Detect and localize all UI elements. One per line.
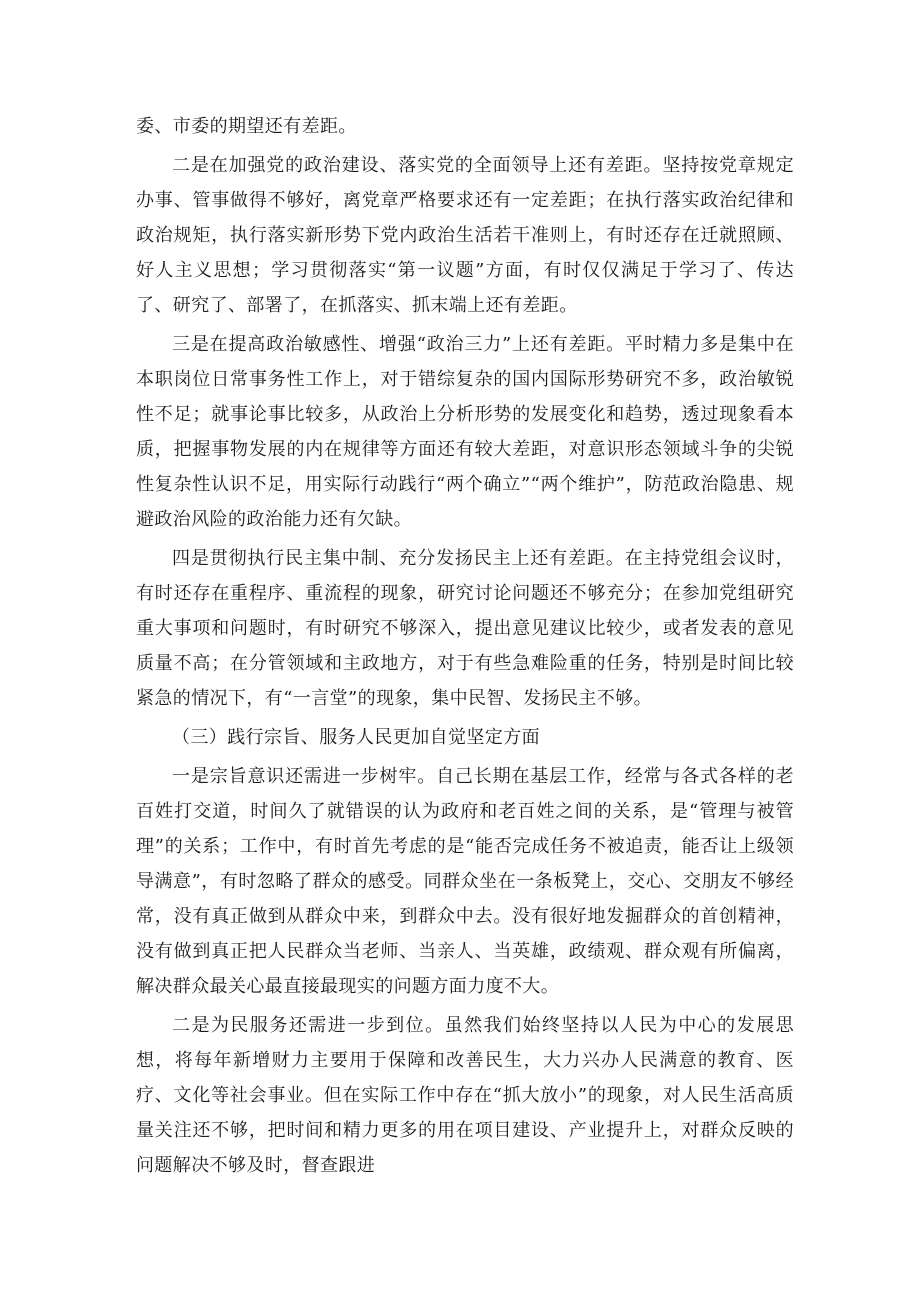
paragraph-serve-people: 二是为民服务还需进一步到位。虽然我们始终坚持以人民为中心的发展思想，将每年新增财力主要用于保障和改善民生，大力兴办人民满意的教育、医疗、文化等社会事业。但在实际工作中存在“抓大放小”的现象，对人民生活高质量关注还不够，把时间和精力更多的用在项目建设、产业提升上，对群众反映的问题解决不够及时，督查跟进 (136, 1015, 794, 1176)
paragraph-political-sensitivity: 三是在提高政治敏感性、增强“政治三力”上还有差距。平时精力多是集中在本职岗位日常事务性工作上，对于错综复杂的国内国际形势研究不多，政治敏锐性不足；就事论事比较多，从政治上分析形势的发展变化和趋势，透过现象看本质，把握事物发展的内在规律等方面还有较大差距，对意识形态领域斗争的尖锐性复杂性认识不足，用实际行动践行“两个确立”“两个维护”，防范政治隐患、规避政治风险的政治能力还有欠缺。 (136, 334, 794, 530)
section-heading-serve-people: （三）践行宗旨、服务人民更加自觉坚定方面 (172, 727, 540, 748)
paragraph-political-construction: 二是在加强党的政治建设、落实党的全面领导上还有差距。坚持按党章规定办事、管事做得不够好，离党章严格要求还有一定差距；在执行落实政治纪律和政治规矩，执行落实新形势下党内政治生活若干准则上，有时还存在迁就照顾、好人主义思想；学习贯彻落实“第一议题”方面，有时仅仅满足于学习了、传达了、研究了、部署了，在抓落实、抓末端上还有差距。 (136, 155, 794, 316)
paragraph-democratic-centralism: 四是贯彻执行民主集中制、充分发扬民主上还有差距。在主持党组会议时，有时还存在重程序、重流程的现象，研究讨论问题还不够充分；在参加党组研究重大事项和问题时，有时研究不够深入，提出意见建议比较少，或者发表的意见质量不高；在分管领域和主政地方，对于有些急难险重的任务，特别是时间比较紧急的情况下，有“一言堂”的现象，集中民智、发扬民主不够。 (136, 548, 794, 709)
paragraph-continuation: 委、市委的期望还有差距。 (136, 116, 357, 137)
document-body (136, 109, 794, 1187)
paragraph-purpose-awareness: 一是宗旨意识还需进一步树牢。自己长期在基层工作，经常与各式各样的老百姓打交道，时间久了就错误的认为政府和老百姓之间的关系，是“管理与被管理”的关系；工作中，有时首先考虑的是“能否完成任务不被追责，能否让上级领导满意”，有时忽略了群众的感受。同群众坐在一条板凳上，交心、交朋友不够经常，没有真正做到从群众中来，到群众中去。没有很好地发掘群众的首创精神，没有做到真正把人民群众当老师、当亲人、当英雄，政绩观、群众观有所偏离，解决群众最关心最直接最现实的问题方面力度不大。 (136, 766, 794, 997)
